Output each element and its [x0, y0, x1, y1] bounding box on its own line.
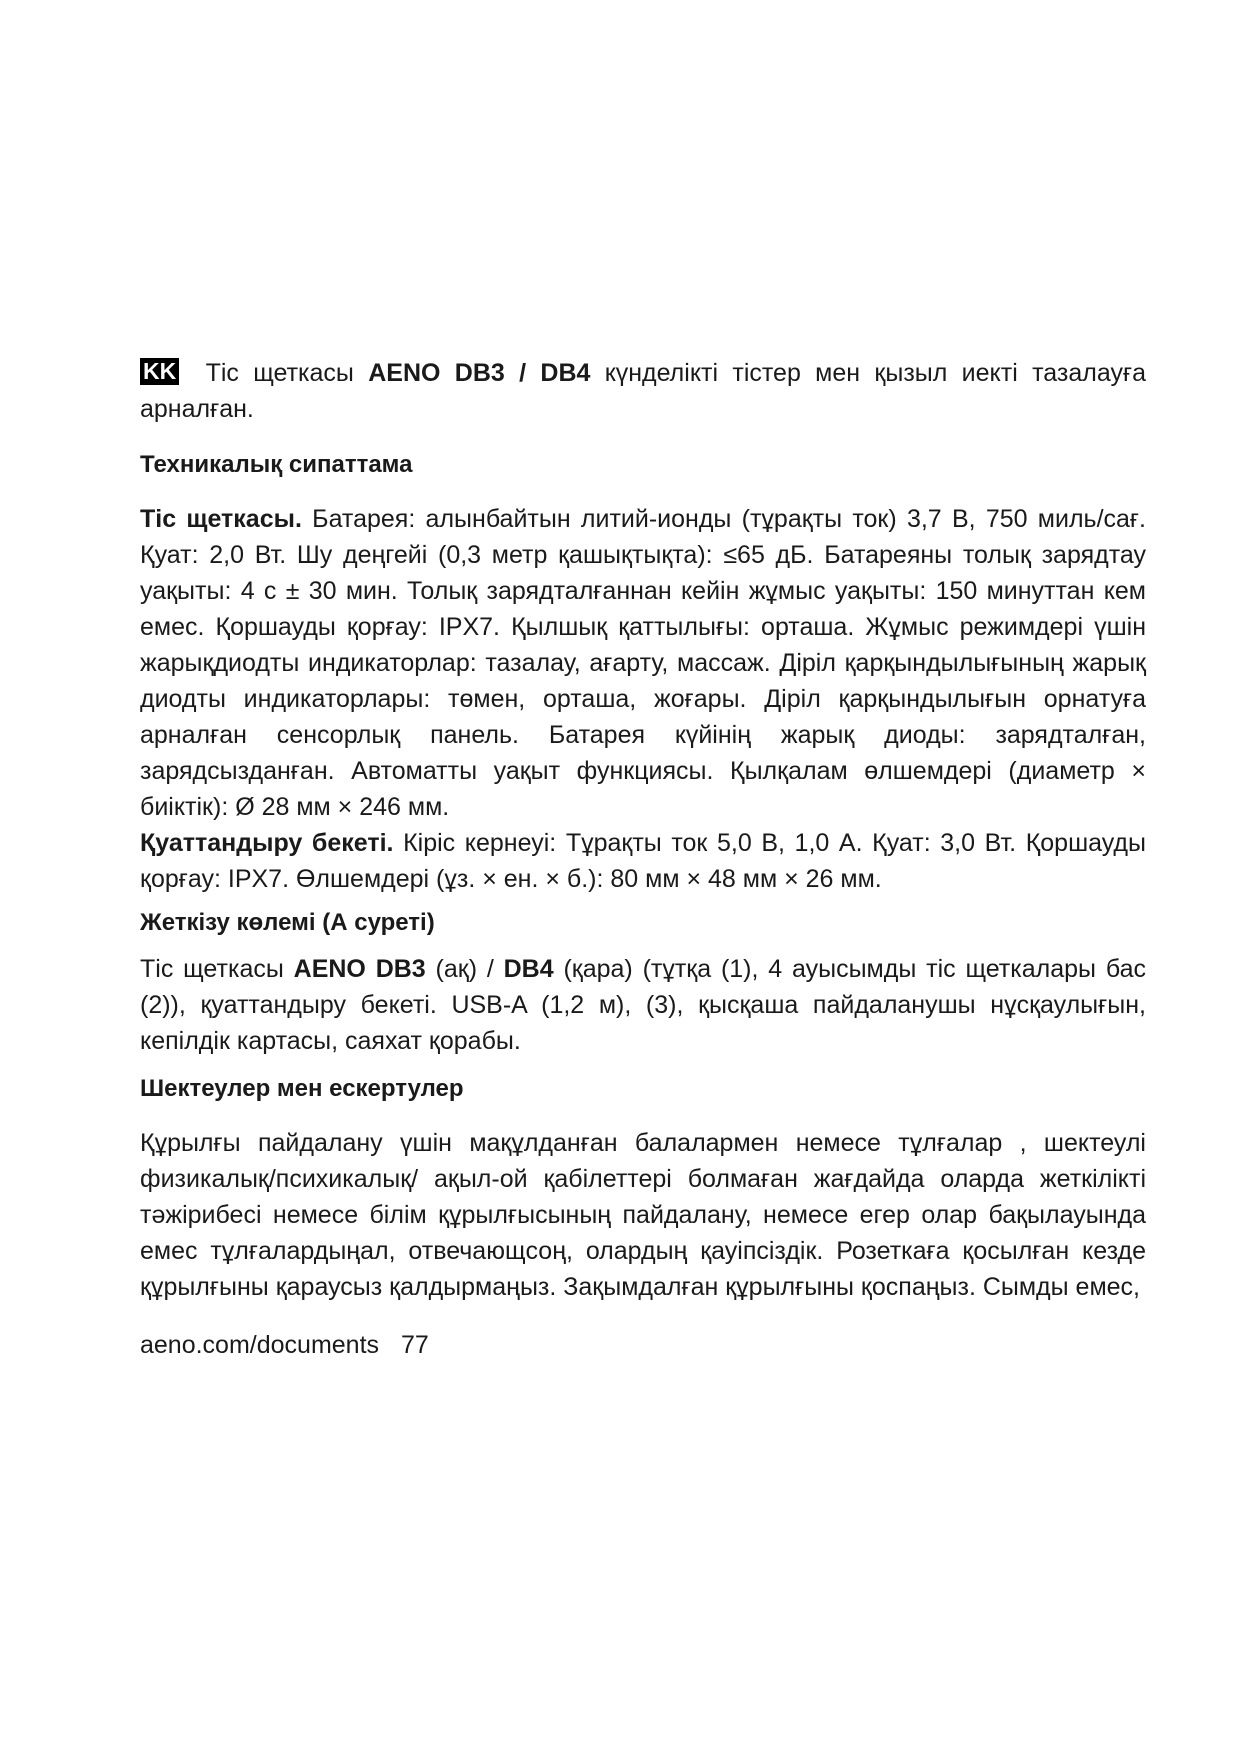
limits-heading: Шектеулер мен ескертулер — [140, 1075, 464, 1102]
document-page — [140, 355, 1146, 1363]
scope-model-1: AENO DB3 — [293, 955, 426, 983]
scope-heading: Жеткізу көлемі (А суреті) — [140, 909, 435, 936]
charger-paragraph — [140, 825, 1146, 897]
charger-label: Қуаттандыру бекеті. — [140, 829, 394, 857]
scope-text-2: (ақ) / — [425, 955, 504, 983]
limits-paragraph: Құрылғы пайдалану үшін мақұлданған балалармен немесе тұлғалар , шектеулі физикалық/психикалық/ ақыл-ой қабілеттері болмаған жағдайда оларда жеткілікті тәжірибесі немесе білім құрылғысының пайдалану, немесе егер олар бақылауында емес тұлғалардыңал, отвечающсоң, олардың қауіпсіздік. Розеткаға қосылған кезде құрылғыны қараусыз қалдырмаңыз. Зақымдалған құрылғыны қоспаңыз. Сымды емес, — [140, 1129, 1146, 1301]
page-footer — [140, 1327, 1146, 1363]
toothbrush-text: Батарея: алынбайтын литий-ионды (тұрақты ток) 3,7 В, 750 миль/сағ. Қуат: 2,0 Вт. Шу деңгейі (0,3 метр қашықтықта): ≤65 дБ. Батареяны толық зарядтау уақыты: 4 с ± 30 мин. Толық зарядталғаннан кейін жұмыс уақыты: 150 минуттан кем емес. Қоршауды қорғау: IPX7. Қылшық қаттылығы: орташа. Жұмыс режимдері үшін жарықдиодты индикаторлар: тазалау, ағарту, массаж. Діріл қарқындылығының жарық диодты индикаторлары: төмен, орташа, жоғары. Діріл қарқындылығын орнатуға арналған сенсорлық панель. Батарея күйінің жарық диоды: зарядталған, зарядсызданған. Автоматты уақыт функциясы. Қылқалам өлшемдері (диаметр × биіктік): Ø 28 мм × 246 мм. — [140, 505, 1146, 821]
intro-model: AENO DB3 / DB4 — [368, 359, 591, 387]
toothbrush-label: Тіс щеткасы. — [140, 505, 302, 533]
toothbrush-paragraph — [140, 501, 1146, 825]
language-badge: KK — [140, 358, 179, 385]
page-number: 77 — [401, 1331, 429, 1359]
intro-text-after: күнделікті тістер мен қызыл иекті тазалауға арналған. — [140, 359, 1146, 423]
intro-paragraph — [140, 355, 1146, 427]
scope-paragraph — [140, 951, 1146, 1059]
footer-url[interactable]: aeno.com/documents — [140, 1331, 380, 1359]
scope-text-1: Тіс щеткасы — [140, 955, 294, 983]
scope-model-2: DB4 — [503, 955, 554, 983]
scope-text-3: (қара) (тұтқа (1), 4 ауысымды тіс щеткалары бас (2)), қуаттандыру бекеті. USB-A (1,2 м), (3), қысқаша пайдаланушы нұсқаулығын, кепілдік картасы, саяхат қорабы. — [140, 955, 1146, 1055]
spec-heading: Техникалық сипаттама — [140, 451, 413, 478]
charger-text: Кіріс кернеуі: Тұрақты ток 5,0 В, 1,0 А. Қуат: 3,0 Вт. Қоршауды қорғау: IPX7. Өлшемдері (ұз. × ен. × б.): 80 мм × 48 мм × 26 мм. — [140, 829, 1146, 893]
intro-text-before: Тіс щеткасы — [191, 359, 369, 387]
